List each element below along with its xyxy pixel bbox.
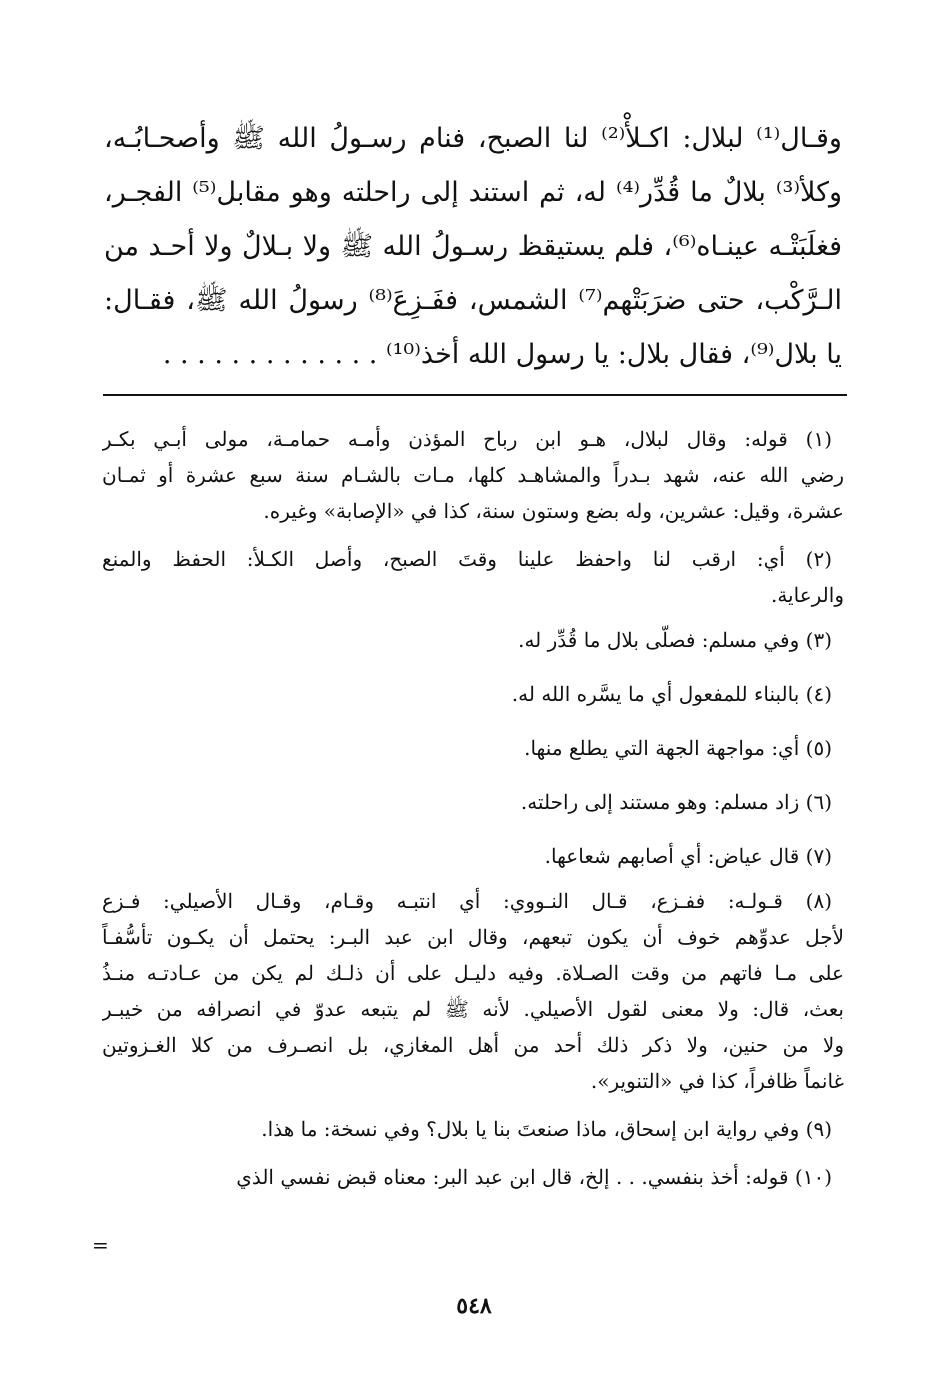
footnote-line: (٥) أي: مواجهة الجهة التي يطلع منها. <box>524 736 832 760</box>
footnote-divider <box>103 394 847 396</box>
footnote-line: على مـا فاتهم من وقت الصـلاة. وفيه دليـل على أن ذلـك لم يكن من عـادتـه منـذُ <box>102 961 844 985</box>
main-text-line: فغلَبَتْـه عينـاه⁽⁶⁾، فلم يستيقظ رسـولُ الله ﷺ ولا بـلالٌ ولا أحـد من <box>104 231 842 262</box>
footnote-line: (٧) قال عياض: أي أصابهم شعاعها. <box>544 844 832 868</box>
footnote-10 <box>102 1159 844 1195</box>
footnote-line: ولا من حنين، ولا ذكر ذلك أحد من أهل المغازي، بل انصـرف من كلا الغـزوتين <box>102 1033 844 1057</box>
footnote-7 <box>102 829 844 883</box>
main-text-line: وكلأ⁽³⁾ بلالٌ ما قُدِّر⁽⁴⁾ له، ثم استند إلى راحلته وهو مقابل⁽⁵⁾ الفجـر، <box>104 177 842 208</box>
footnote-line: (٣) وفي مسلم: فصلّى بلال ما قُدِّر له. <box>518 628 832 652</box>
footnote-5 <box>102 721 844 775</box>
footnote-line: (٦) زاد مسلم: وهو مستند إلى راحلته. <box>520 790 832 814</box>
footnote-2 <box>102 541 844 613</box>
main-text-line: يا بلال⁽⁹⁾، فقال بلال: يا رسول الله أخذ⁽¹⁰⁾ . . . . . . . . . . . . . <box>162 339 842 370</box>
footnotes <box>102 421 844 1195</box>
main-text-line: وقـال⁽¹⁾ لبلال: اكـلأْ⁽²⁾ لنا الصبح، فنام رسـولُ الله ﷺ وأصحـابُـه، <box>104 123 842 154</box>
footnote-line: عشرة، وقيل: عشرين، وله بضع وستون سنة، كذا في «الإصابة» وغيره. <box>263 499 844 523</box>
footnote-line: رضي الله عنه، شهد بـدراً والمشاهـد كلها، مـات بالشـام سنة سبع عشرة أو ثمـان <box>102 463 844 487</box>
footnote-line: بعث، قال: ولا معنى لقول الأصيلي. لأنه ﷺ لم يتبعه عدوّ في انصرافه من خيبـر <box>102 997 844 1021</box>
footnote-line: (٤) بالبناء للمفعول أي ما يسَّره الله له. <box>511 682 832 706</box>
footnote-line: لأجل عدوِّهم خوف أن يكون تبعهم، وقال ابن عبد البـر: يحتمل أن يكـون تأسُّفـاً <box>102 925 844 949</box>
footnote-8 <box>102 883 844 1099</box>
continuation-mark: = <box>92 1233 109 1257</box>
footnote-line: (١) قوله: وقال لبلال، هـو ابن رباح المؤذن وأمـه حمامـة، مولى أبـي بكـر <box>102 427 832 451</box>
footnote-4 <box>102 667 844 721</box>
footnote-line: (٨) قـولـه: ففـزع، قـال النـووي: أي انتبـه وقـام، وقـال الأصيلي: فـزع <box>102 889 832 913</box>
footnote-line: غانماً ظافراً، كذا في «التنوير». <box>590 1069 844 1093</box>
footnote-line: (٩) وفي رواية ابن إسحاق، ماذا صنعتَ بنا يا بلال؟ وفي نسخة: ما هذا. <box>261 1117 832 1141</box>
page-number: ٥٤٨ <box>456 1293 492 1319</box>
footnote-1 <box>102 421 844 529</box>
spacer <box>102 1099 844 1111</box>
main-text <box>104 112 842 382</box>
footnote-line: والرعاية. <box>770 583 844 607</box>
footnote-line: (٢) أي: ارقب لنا واحفظ علينا وقتَ الصبح، وأصل الكـلأ: الحفظ والمنع <box>102 547 832 571</box>
footnote-6 <box>102 775 844 829</box>
main-text-line: الـرَّكْب، حتى ضرَبَتْهم⁽⁷⁾ الشمس، ففَـزِعَ⁽⁸⁾ رسولُ الله ﷺ، فقـال: <box>104 285 842 316</box>
spacer <box>102 529 844 541</box>
footnote-line: (١٠) قوله: أخذ بنفسي. . . إلخ، قال ابن عبد البر: معناه قبض نفسي الذي <box>236 1165 832 1189</box>
spacer <box>102 1147 844 1159</box>
footnote-9 <box>102 1111 844 1147</box>
footnote-3 <box>102 613 844 667</box>
